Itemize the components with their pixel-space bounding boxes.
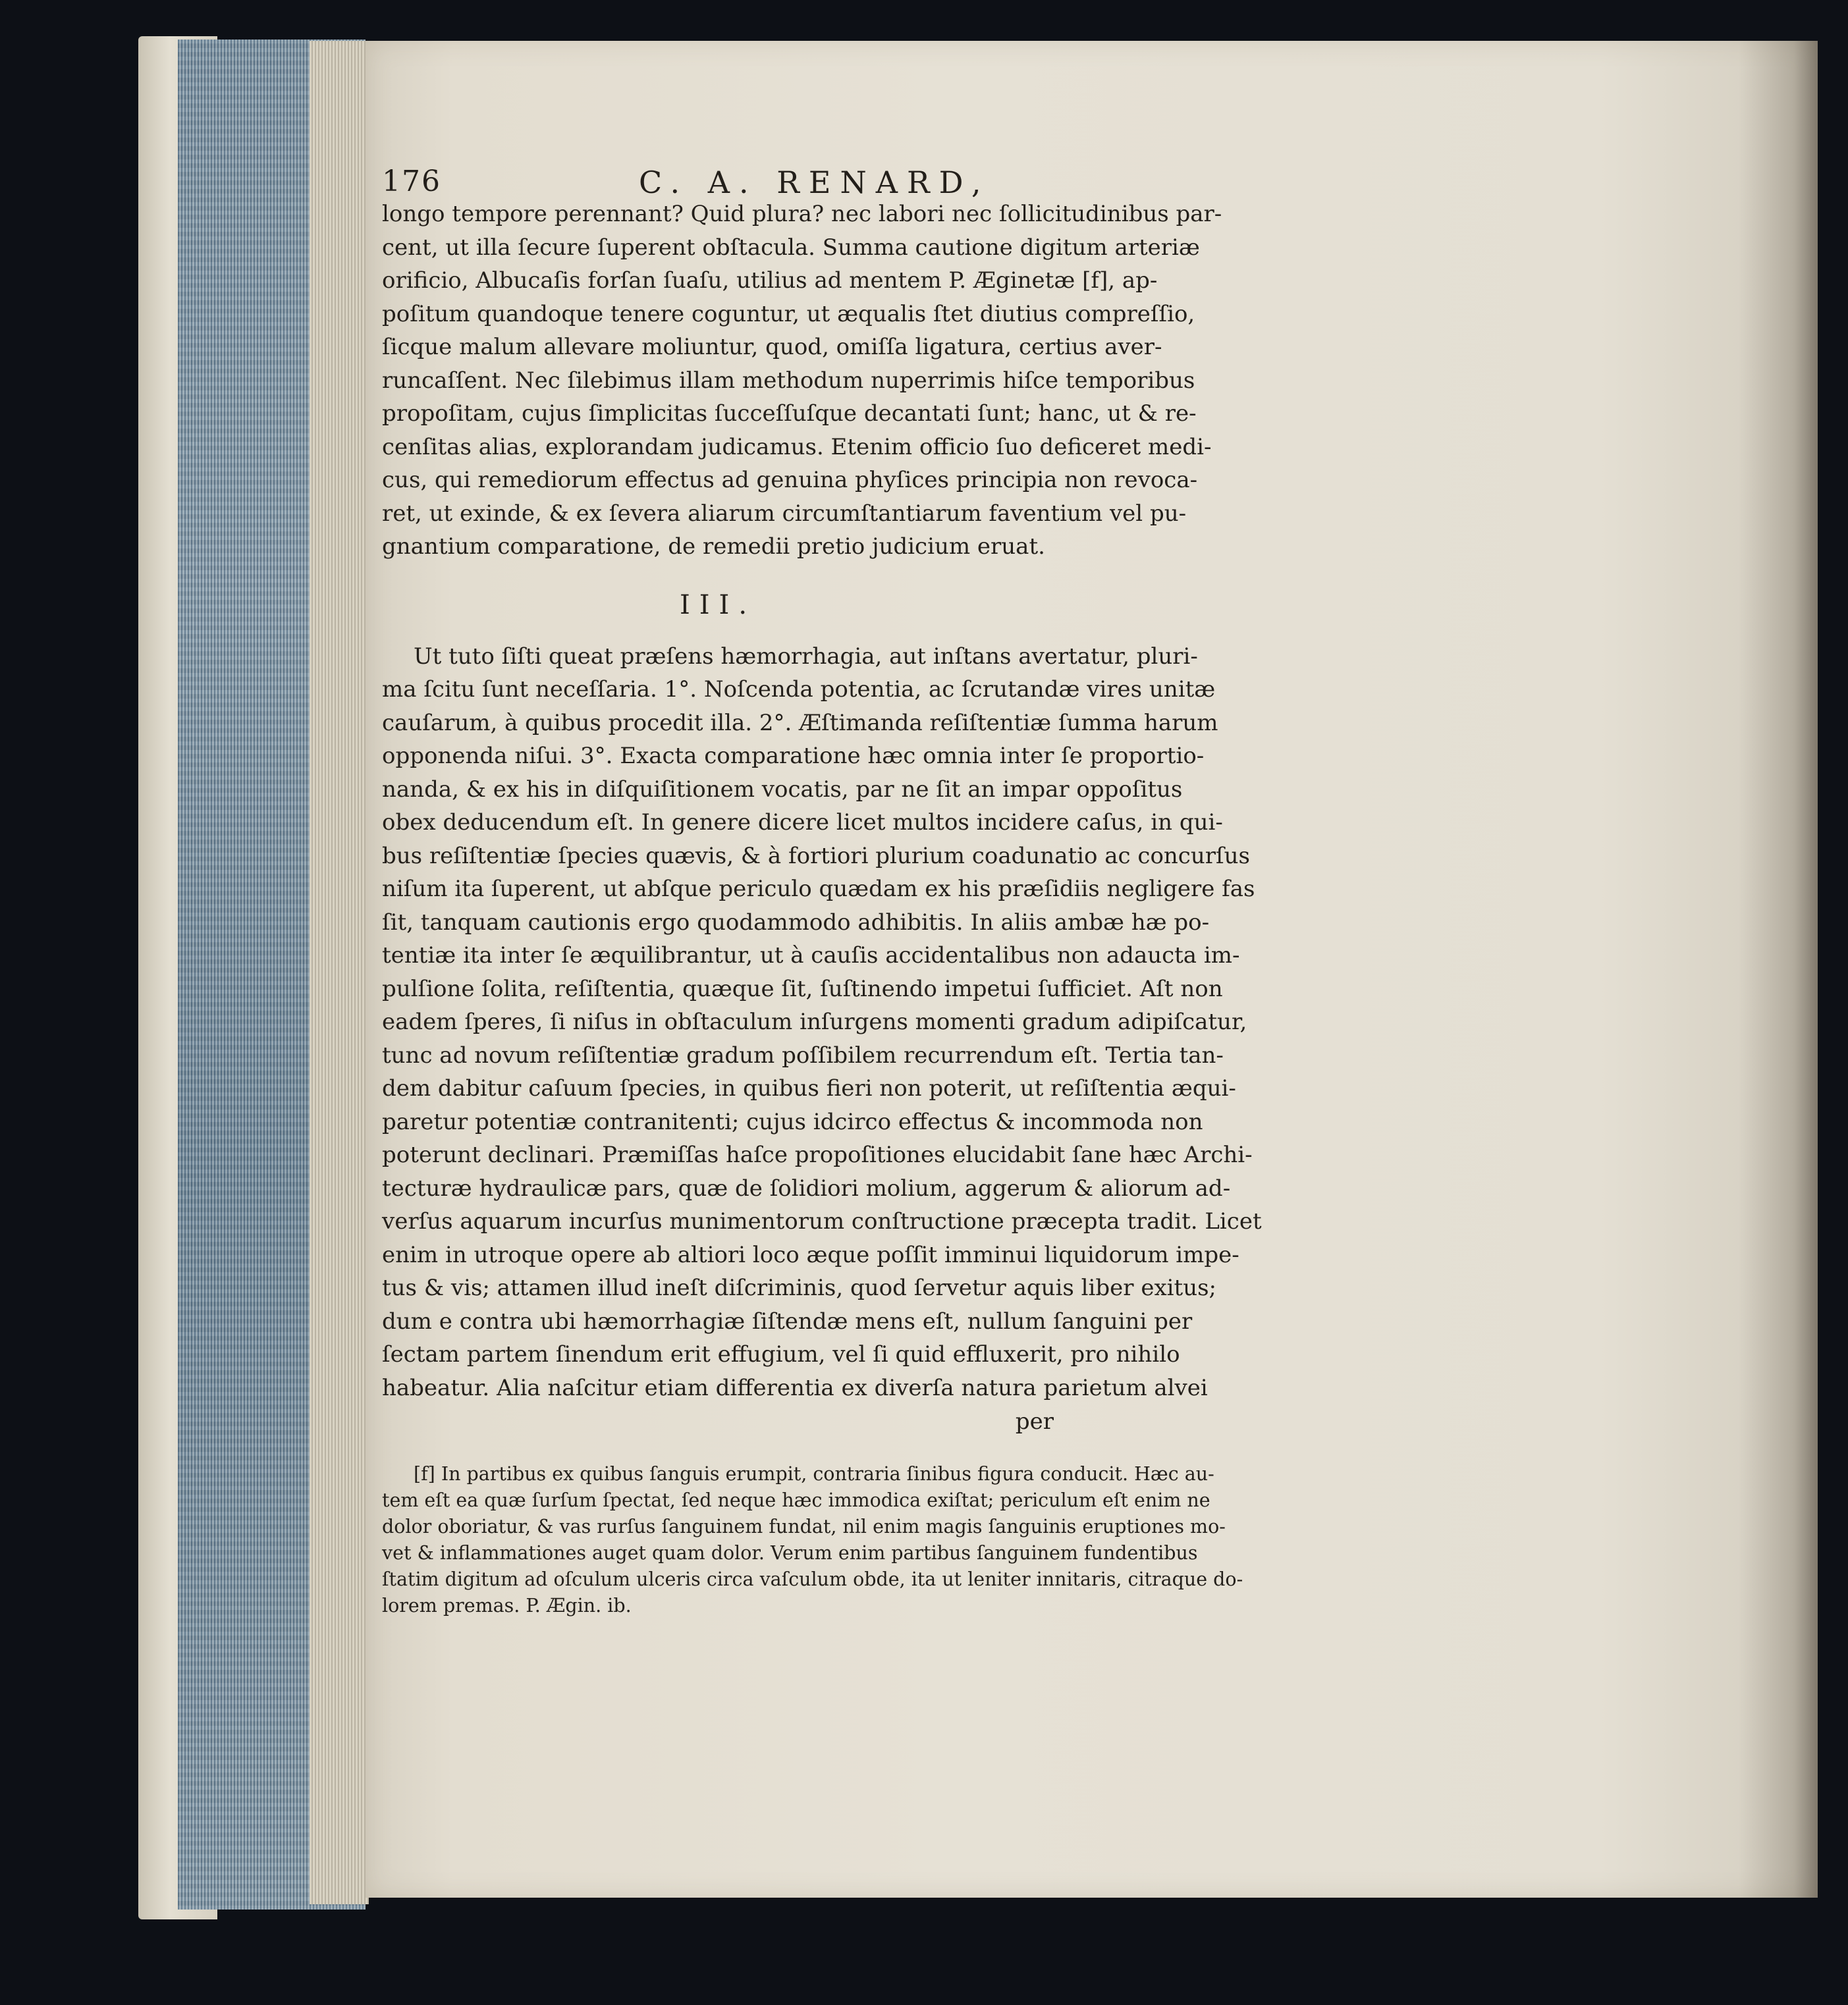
running-head [382,138,1054,198]
text-line: pulſione ſolita, reſiſtentia, quæque ſit, ſuſtinendo impetui ſufficiet. Aſt non [382,975,1223,1002]
text-line: tecturæ hydraulicæ pars, quæ de ſolidiori molium, aggerum & aliorum ad- [382,1175,1231,1202]
text-line: nanda, & ex his in diſquiſitionem vocatis, par ne ſit an impar oppoſitus [382,776,1183,803]
text-line: longo tempore perennant? Quid plura? nec labori nec ſollicitudinibus par- [382,201,1222,227]
text-line: ſit, tanquam cautionis ergo quodammodo adhibitis. In aliis ambæ hæ po- [382,909,1210,936]
text-line: cent, ut illa ſecure ſuperent obſtacula. Summa cautione digitum arteriæ [382,234,1200,261]
text-line: cus, qui remediorum effectus ad genuina phyſices principia non revoca- [382,467,1198,493]
paragraph-2 [382,640,1262,1405]
text-line: niſum ita ſuperent, ut abſque periculo quædam ex his præſidiis negligere fas [382,876,1255,902]
text-line: enim in utroque opere ab altiori loco æque poſſit imminui liquidorum impe- [382,1241,1239,1268]
footnote [382,1461,1243,1619]
text-line: eadem ſperes, ſi niſus in obſtaculum inſurgens momenti gradum adipiſcatur, [382,1009,1247,1035]
text-line: obex deducendum eſt. In genere dicere licet multos incidere caſus, in qui- [382,809,1223,836]
text-line: runcaſſent. Nec ſilebimus illam methodum nuperrimis hiſce temporibus [382,367,1195,394]
catchword: per [1015,1408,1054,1435]
text-line: bus reſiſtentiæ ſpecies quævis, & à fortiori plurium coadunatio ac concurſus [382,842,1250,869]
footnote-line: ſtatim digitum ad oſculum ulceris circa vaſculum obde, ita ut leniter innitaris, citraque do- [382,1568,1243,1590]
gutter-shadow [1739,41,1818,1898]
text-block [382,138,1262,1619]
section-number: III. [679,589,757,620]
text-line: gnantium comparatione, de remedii pretio judicium eruat. [382,533,1045,560]
text-line: tentiæ ita inter ſe æquilibrantur, ut à cauſis accidentalibus non adaucta im- [382,942,1240,969]
text-line: ſicque malum allevare moliuntur, quod, omiſſa ligatura, certius aver- [382,334,1162,360]
page-edges [310,41,369,1904]
text-line: orificio, Albucaſis forſan ſuaſu, utilius ad mentem P. Æginetæ [f], ap- [382,267,1158,294]
text-line: Ut tuto ſiſti queat præſens hæmorrhagia, aut inſtans avertatur, pluri- [414,643,1198,670]
text-line: habeatur. Alia naſcitur etiam differentia ex diverſa natura parietum alvei [382,1374,1208,1401]
text-line: opponenda niſui. 3°. Exacta comparatione hæc omnia inter ſe proportio- [382,743,1205,769]
text-line: poſitum quandoque tenere coguntur, ut æqualis ſtet diutius compreſſio, [382,300,1195,327]
page-number: 176 [382,165,441,198]
text-line: tus & vis; attamen illud ineſt diſcriminis, quod ſervetur aquis liber exitus; [382,1275,1216,1301]
text-line: tunc ad novum reſiſtentiæ gradum poſſibilem recurrendum eſt. Tertia tan- [382,1042,1224,1069]
text-line: cenſitas alias, explorandam judicamus. Etenim officio ſuo deficeret medi- [382,433,1212,460]
text-line: cauſarum, à quibus procedit illa. 2°. Æſtimanda reſiſtentiæ ſumma harum [382,709,1218,736]
footnote-line: [f] In partibus ex quibus ſanguis erumpit, contraria ſinibus figura conducit. Hæc au- [414,1463,1214,1485]
paragraph-1 [382,198,1222,564]
text-line: verſus aquarum incurſus munimentorum conſtructione præcepta tradit. Licet [382,1208,1262,1235]
text-line: paretur potentiæ contranitenti; cujus idcirco effectus & incommoda non [382,1108,1203,1135]
text-line: dem dabitur caſuum ſpecies, in quibus fieri non poterit, ut reſiſtentia æqui- [382,1075,1236,1102]
footnote-line: dolor oboriatur, & vas rurſus ſanguinem fundat, nil enim magis ſanguinis eruptiones mo- [382,1516,1226,1537]
text-line: ſectam partem ſinendum erit effugium, vel ſi quid effluxerit, pro nihilo [382,1341,1180,1368]
text-line: ma ſcitu ſunt neceſſaria. 1°. Noſcenda potentia, ac ſcrutandæ vires unitæ [382,676,1216,703]
running-head-title: C. A. RENARD, [639,165,991,200]
footnote-line: vet & inflammationes auget quam dolor. Verum enim partibus ſanguinem fundentibus [382,1542,1198,1564]
footnote-line: lorem premas. P. Ægin. ib. [382,1595,632,1617]
footnote-line: tem eſt ea quæ ſurſum ſpectat, ſed neque hæc immodica exiſtat; periculum eſt enim ne [382,1489,1210,1511]
text-line: dum e contra ubi hæmorrhagiæ ſiſtendæ mens eſt, nullum ſanguini per [382,1308,1193,1335]
text-line: poterunt declinari. Præmiſſas haſce propoſitiones elucidabit ſane hæc Archi- [382,1142,1253,1168]
text-line: propoſitam, cujus ſimplicitas ſucceſſuſque decantati ſunt; hanc, ut & re- [382,400,1197,427]
text-line: ret, ut exinde, & ex ſevera aliarum circumſtantiarum faventium vel pu- [382,500,1187,527]
